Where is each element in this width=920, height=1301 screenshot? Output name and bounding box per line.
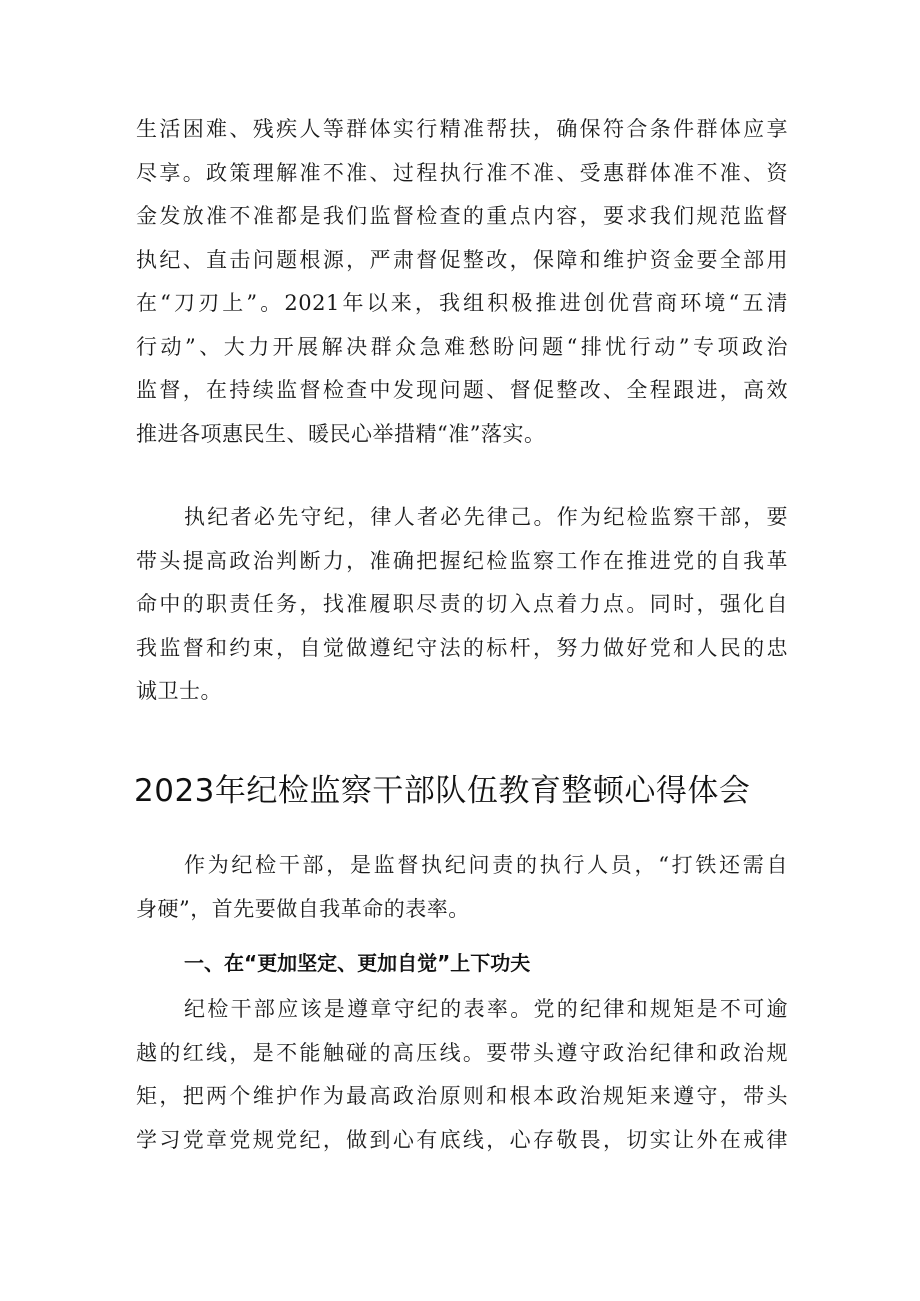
article-title: 2023年纪检监察干部队伍教育整顿心得体会: [134, 773, 751, 809]
paragraph-intro: [136, 844, 788, 931]
text-line: 执纪者必先守纪，律人者必先律己。作为纪检监察干部，要: [184, 505, 788, 529]
text-line: 尽享。政策理解准不准、过程执行准不准、受惠群体准不准、资: [136, 160, 788, 185]
paragraph-policy-precision: [136, 108, 788, 456]
text-line: 执纪、直击问题根源，严肃督促整改，保障和维护资金要全部用: [136, 247, 788, 272]
text-line: 作为纪检干部，是监督执纪问责的执行人员，“打铁还需自: [184, 853, 788, 877]
text-line: 身硬”，首先要做自我革命的表率。: [136, 896, 470, 921]
text-line: 命中的职责任务，找准履职尽责的切入点着力点。同时，强化自: [136, 592, 788, 616]
text-line: 金发放准不准都是我们监督检查的重点内容，要求我们规范监督: [136, 204, 788, 228]
text-line: 带头提高政治判断力，准确把握纪检监察工作在推进党的自我革: [136, 548, 788, 573]
text-line: 监督，在持续监督检查中发现问题、督促整改、全程跟进，高效: [136, 378, 788, 402]
text-line: 推进各项惠民生、暖民心举措精“准”落实。: [136, 421, 546, 446]
text-line: 在“刀刃上”。2021年以来，我组积极推进创优营商环境“五清: [136, 291, 788, 315]
text-line: 生活困难、残疾人等群体实行精准帮扶，确保符合条件群体应享: [136, 117, 788, 141]
paragraph-self-discipline: [136, 496, 788, 714]
section-title: 一、在“更加坚定、更加自觉”上下功夫: [184, 951, 531, 975]
text-line: 纪检干部应该是遵章守纪的表率。党的纪律和规矩是不可逾: [184, 997, 788, 1021]
text-line: 行动”、大力开展解决群众急难愁盼问题“排忧行动”专项政治: [136, 334, 788, 359]
text-line: 学习党章党规党纪，做到心有底线，心存敬畏，切实让外在戒律: [136, 1127, 788, 1152]
text-line: 诚卫士。: [136, 679, 222, 703]
text-line: 矩，把两个维护作为最高政治原则和根本政治规矩来遵守，带头: [136, 1084, 788, 1108]
paragraph-section-1: [136, 988, 788, 1162]
text-line: 我监督和约束，自觉做遵纪守法的标杆，努力做好党和人民的忠: [136, 635, 788, 660]
text-line: 越的红线，是不能触碰的高压线。要带头遵守政治纪律和政治规: [136, 1040, 788, 1065]
